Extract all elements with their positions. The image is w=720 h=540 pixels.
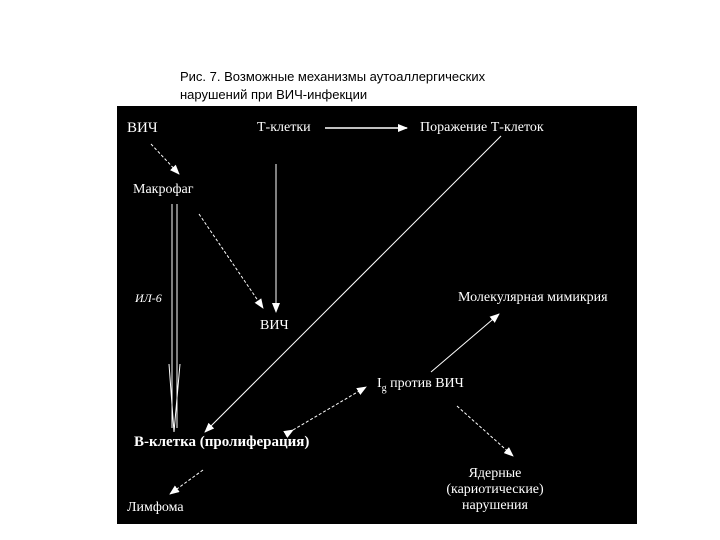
arrows-layer xyxy=(117,106,637,524)
node-lymphoma: Лимфома xyxy=(127,500,184,515)
arrow-bcell-to-lymphoma xyxy=(170,470,203,494)
node-nuclear-disorders xyxy=(435,466,555,514)
node-hiv-mid: ВИЧ xyxy=(260,318,289,333)
node-t-cell-damage: Поражение Т-клеток xyxy=(420,120,544,135)
arrow-ig-to-mimicry xyxy=(431,314,499,372)
node-macrophage: Макрофаг xyxy=(133,182,194,197)
arrow-il6-head xyxy=(169,364,180,432)
figure-caption xyxy=(180,68,560,104)
node-molecular-mimicry: Молекулярная мимикрия xyxy=(458,290,608,305)
ig-subscript: g xyxy=(381,382,387,394)
label-il6: ИЛ-6 xyxy=(135,291,162,305)
caption-line-2: нарушений при ВИЧ-инфекции xyxy=(180,87,368,102)
node-hiv-top: ВИЧ xyxy=(127,120,158,136)
arrow-macrophage-to-hiv xyxy=(199,214,263,308)
diagram-panel xyxy=(117,106,637,524)
arrow-ig-bcell xyxy=(293,387,366,430)
nuclear-line-2: (кариотические) xyxy=(446,482,544,497)
caption-line-1: Рис. 7. Возможные механизмы аутоаллергических xyxy=(180,69,486,84)
arrow-hiv-to-macrophage xyxy=(151,144,179,174)
ig-rest: против ВИЧ xyxy=(386,376,464,391)
nuclear-line-1: Ядерные xyxy=(468,466,522,481)
ig-prefix: I xyxy=(377,376,382,391)
node-ig-against-hiv xyxy=(377,376,464,397)
node-t-cells: Т-клетки xyxy=(257,120,311,135)
node-b-cell: В-клетка (пролиферация) xyxy=(134,434,310,450)
arrow-ig-to-nuclear xyxy=(457,406,513,456)
nuclear-line-3: нарушения xyxy=(462,498,528,513)
